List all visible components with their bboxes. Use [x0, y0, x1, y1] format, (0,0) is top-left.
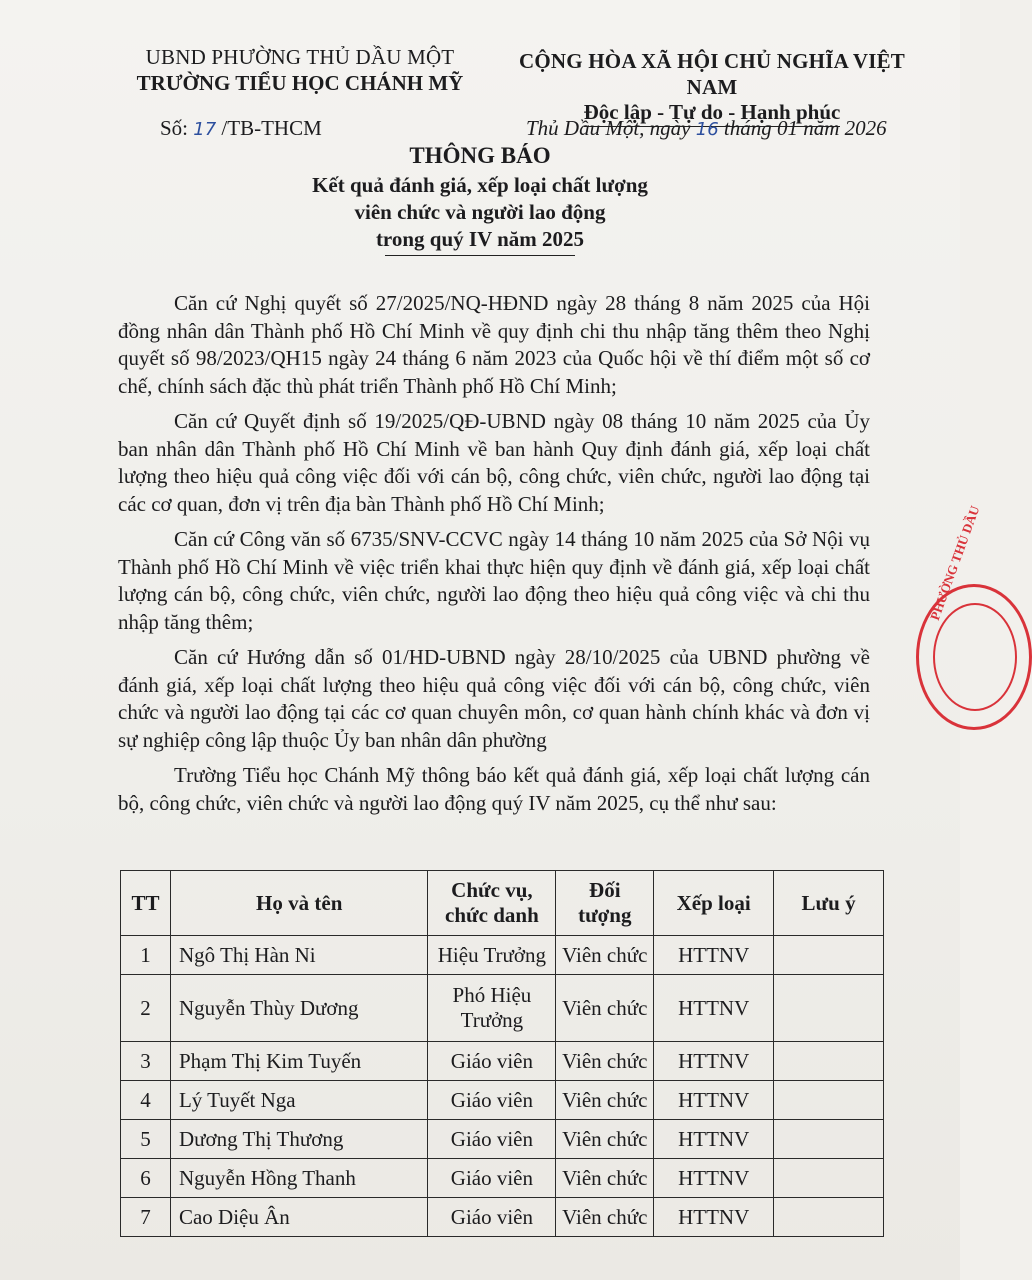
red-seal-inner-ring — [933, 603, 1017, 711]
table-row — [121, 1081, 884, 1120]
issuer-header — [110, 44, 490, 96]
document-number-prefix: Số: — [160, 116, 189, 140]
paragraph-legal-basis-3: Căn cứ Công văn số 6735/SNV-CCVC ngày 14 tháng 10 năm 2025 của Sở Nội vụ Thành phố Hồ Chí Minh về việc triển khai thực hiện quy định về đánh giá, xếp loại chất lượng cán bộ, công chức, viên chức, người lao động theo hiệu quả công việc và chi thu nhập tăng thêm; — [118, 527, 870, 634]
cell-object: Viên chức — [556, 1159, 654, 1198]
cell-position — [428, 975, 556, 1042]
title-main: THÔNG BÁO — [409, 143, 551, 168]
table-row — [121, 1042, 884, 1081]
national-motto: Độc lập - Tự do - Hạnh phúc — [584, 100, 841, 127]
cell-tt: 7 — [121, 1198, 171, 1237]
paragraph-legal-basis-1: Căn cứ Nghị quyết số 27/2025/NQ-HĐND ngày 28 tháng 8 năm 2025 của Hội đồng nhân dân Thành phố Hồ Chí Minh về quy định chi thu nhập tăng thêm theo Nghị quyết số 98/2023/QH15 ngày 24 tháng 6 năm 2023 của Quốc hội về thí điểm một số cơ chế, chính sách đặc thù phát triển Thành phố Hồ Chí Minh; — [118, 291, 870, 398]
document-date — [526, 116, 887, 141]
cell-object: Viên chức — [556, 1120, 654, 1159]
header-position-line-1: Chức vụ, — [451, 878, 533, 902]
cell-name: Cao Diệu Ân — [170, 1198, 428, 1237]
issuer-parent-org: UBND PHƯỜNG THỦ DẦU MỘT — [145, 45, 455, 69]
cell-position-line-2: Trưởng — [460, 1008, 524, 1032]
cell-note — [774, 936, 884, 975]
paragraph-legal-basis-2: Căn cứ Quyết định số 19/2025/QĐ-UBND ngày 08 tháng 10 năm 2025 của Ủy ban nhân dân Thành phố Hồ Chí Minh về ban hành Quy định đánh giá, xếp loại chất lượng theo hiệu quả công việc đối với cán bộ, công chức, viên chức, người lao động tại các cơ quan, đơn vị trên địa bàn Thành phố Hồ Chí Minh; — [118, 409, 870, 516]
cell-rating: HTTNV — [654, 1081, 774, 1120]
cell-position: Giáo viên — [428, 1120, 556, 1159]
red-seal-stamp — [916, 503, 1032, 730]
cell-tt: 4 — [121, 1081, 171, 1120]
cell-note — [774, 1159, 884, 1198]
paragraph-legal-basis-4: Căn cứ Hướng dẫn số 01/HD-UBND ngày 28/10/2025 của UBND phường về đánh giá, xếp loại chất lượng theo hiệu quả công việc đối với cán bộ, công chức, viên chức và người lao động tại các cơ quan chuyên môn, cơ quan hành chính khác và đơn vị sự nghiệp công lập thuộc Ủy ban nhân dân phường — [118, 645, 870, 752]
header-position — [428, 871, 556, 936]
paragraph-announcement: Trường Tiểu học Chánh Mỹ thông báo kết quả đánh giá, xếp loại chất lượng cán bộ, công chức, viên chức và người lao động quý IV năm 2025, cụ thể như sau: — [118, 763, 870, 815]
cell-note — [774, 1042, 884, 1081]
cell-object: Viên chức — [556, 1042, 654, 1081]
cell-tt: 2 — [121, 975, 171, 1042]
document-number-suffix: /TB-THCM — [221, 116, 322, 140]
header-name: Họ và tên — [170, 871, 428, 936]
header-object-line-2: tượng — [578, 903, 632, 927]
table-row — [121, 936, 884, 975]
table-row — [121, 975, 884, 1042]
cell-position: Giáo viên — [428, 1042, 556, 1081]
title-line-3: trong quý IV năm 2025 — [375, 227, 585, 251]
cell-name: Nguyễn Thùy Dương — [170, 975, 428, 1042]
cell-rating: HTTNV — [654, 975, 774, 1042]
header-note: Lưu ý — [774, 871, 884, 936]
header-object — [556, 871, 654, 936]
cell-name: Phạm Thị Kim Tuyến — [170, 1042, 428, 1081]
cell-note — [774, 1081, 884, 1120]
cell-position-line-1: Phó Hiệu — [452, 983, 532, 1007]
cell-tt: 3 — [121, 1042, 171, 1081]
cell-rating: HTTNV — [654, 1198, 774, 1237]
cell-name: Dương Thị Thương — [170, 1120, 428, 1159]
cell-rating: HTTNV — [654, 936, 774, 975]
header-rating: Xếp loại — [654, 871, 774, 936]
nation-name: CỘNG HÒA XÃ HỘI CHỦ NGHĨA VIỆT NAM — [519, 49, 905, 99]
issuer-school-name: TRƯỜNG TIỂU HỌC CHÁNH MỸ — [136, 71, 464, 95]
cell-object: Viên chức — [556, 1081, 654, 1120]
table-header-row — [121, 871, 884, 936]
date-prefix: Thủ Dầu Một, ngày — [526, 116, 691, 140]
results-table — [120, 870, 884, 1237]
cell-tt: 1 — [121, 936, 171, 975]
cell-note — [774, 1198, 884, 1237]
cell-rating: HTTNV — [654, 1159, 774, 1198]
cell-tt: 5 — [121, 1120, 171, 1159]
table-row — [121, 1159, 884, 1198]
cell-object: Viên chức — [556, 936, 654, 975]
red-seal-text: PHƯỜNG THỦ DẦU — [927, 503, 983, 623]
document-number — [160, 116, 322, 141]
date-suffix: tháng 01 năm 2026 — [723, 116, 887, 140]
cell-name: Ngô Thị Hàn Ni — [170, 936, 428, 975]
cell-position: Hiệu Trưởng — [428, 936, 556, 975]
cell-rating: HTTNV — [654, 1120, 774, 1159]
cell-note — [774, 1120, 884, 1159]
header-object-line-1: Đối — [589, 878, 621, 902]
document-number-handwritten: 17 — [193, 119, 217, 140]
cell-tt: 6 — [121, 1159, 171, 1198]
cell-position: Giáo viên — [428, 1081, 556, 1120]
date-day-handwritten: 16 — [695, 119, 719, 140]
title-underline — [385, 255, 575, 256]
title-line-2: viên chức và người lao động — [354, 200, 606, 224]
title-line-1: Kết quả đánh giá, xếp loại chất lượng — [312, 173, 648, 197]
document-title — [190, 140, 770, 256]
cell-note — [774, 975, 884, 1042]
cell-name: Nguyễn Hồng Thanh — [170, 1159, 428, 1198]
table-row — [121, 1198, 884, 1237]
table-row — [121, 1120, 884, 1159]
header-position-line-2: chức danh — [445, 903, 539, 927]
cell-position: Giáo viên — [428, 1159, 556, 1198]
cell-name: Lý Tuyết Nga — [170, 1081, 428, 1120]
header-tt: TT — [121, 871, 171, 936]
cell-object: Viên chức — [556, 975, 654, 1042]
cell-rating: HTTNV — [654, 1042, 774, 1081]
body-text — [118, 290, 870, 825]
cell-position: Giáo viên — [428, 1198, 556, 1237]
cell-object: Viên chức — [556, 1198, 654, 1237]
